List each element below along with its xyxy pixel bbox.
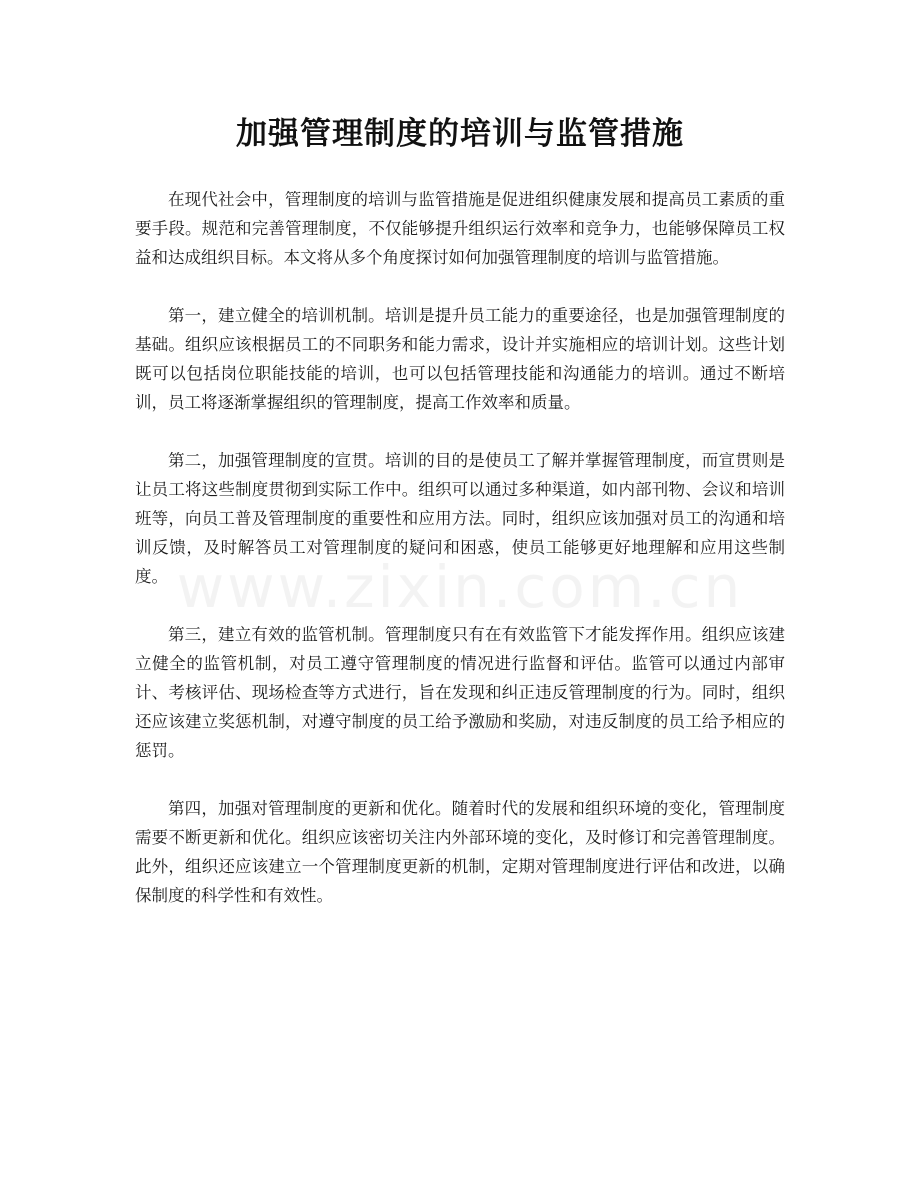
watermark: www.zixin.com.cn: [176, 553, 744, 621]
document-body: [135, 185, 785, 939]
paragraph-third: 第三，建立有效的监管机制。管理制度只有在有效监管下才能发挥作用。组织应该建立健全的监管机制，对员工遵守管理制度的情况进行监督和评估。监管可以通过内部审计、考核评估、现场检查等方式进行，旨在发现和纠正违反管理制度的行为。同时，组织还应该建立奖惩机制，对遵守制度的员工给予激励和奖励，对违反制度的员工给予相应的惩罚。: [135, 625, 785, 760]
document-title: 加强管理制度的培训与监管措施: [236, 116, 684, 152]
paragraph-first: 第一，建立健全的培训机制。培训是提升员工能力的重要途径，也是加强管理制度的基础。组织应该根据员工的不同职务和能力需求，设计并实施相应的培训计划。这些计划既可以包括岗位职能技能的培训，也可以包括管理技能和沟通能力的培训。通过不断培训，员工将逐渐掌握组织的管理制度，提高工作效率和质量。: [135, 306, 785, 412]
paragraph-second: 第二，加强管理制度的宣贯。培训的目的是使员工了解并掌握管理制度，而宣贯则是让员工将这些制度贯彻到实际工作中。组织可以通过多种渠道，如内部刊物、会议和培训班等，向员工普及管理制度的重要性和应用方法。同时，组织应该加强对员工的沟通和培训反馈，及时解答员工对管理制度的疑问和困惑，使员工能够更好地理解和应用这些制度。: [135, 451, 785, 586]
paragraph-fourth: 第四，加强对管理制度的更新和优化。随着时代的发展和组织环境的变化，管理制度需要不断更新和优化。组织应该密切关注内外部环境的变化，及时修订和完善管理制度。此外，组织还应该建立一个管理制度更新的机制，定期对管理制度进行评估和改进，以确保制度的科学性和有效性。: [135, 799, 785, 905]
paragraph-intro: 在现代社会中，管理制度的培训与监管措施是促进组织健康发展和提高员工素质的重要手段。规范和完善管理制度，不仅能够提升组织运行效率和竞争力，也能够保障员工权益和达成组织目标。本文将从多个角度探讨如何加强管理制度的培训与监管措施。: [135, 190, 785, 267]
